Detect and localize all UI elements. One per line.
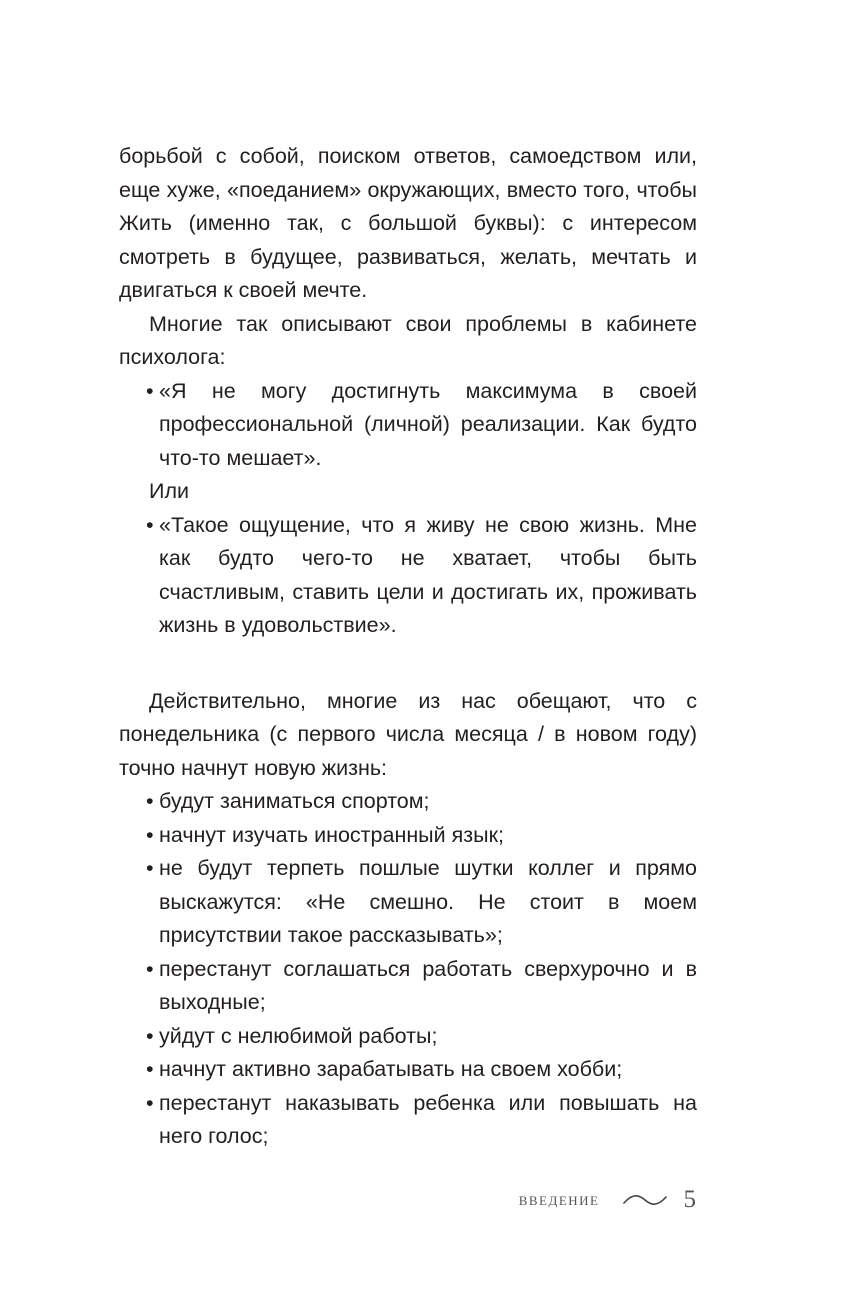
paragraph-new-life: Действительно, многие из нас обещают, что с понедельника (с первого числа месяца / в новом году) точно начнут новую жизнь: (119, 688, 697, 780)
bullet-icon: • (146, 378, 154, 403)
list-item (119, 785, 697, 819)
paragraph-psychologist: Многие так описывают свои проблемы в кабинете психолога: (119, 311, 697, 369)
quote-list-2 (119, 509, 697, 643)
bullet-icon: • (146, 1023, 154, 1048)
list-item-text: перестанут соглашаться работать сверхурочно и в выходные; (159, 956, 697, 1014)
section-spacer (119, 643, 697, 685)
list-item (119, 1020, 697, 1054)
list-item-text: начнут изучать иностранный язык; (159, 822, 504, 847)
list-item (119, 1053, 697, 1087)
bullet-icon: • (146, 856, 154, 880)
running-section-title: введение (518, 1189, 600, 1210)
bullet-icon: • (146, 789, 154, 813)
list-item (119, 953, 697, 1020)
list-item-text: не будут терпеть пошлые шутки коллег и прямо выскажутся: «Не смешно. Не стоит в моем присутствии такое рассказывать»; (159, 856, 697, 947)
bullet-icon: • (146, 822, 154, 847)
bullet-icon: • (146, 1090, 154, 1115)
page-number: 5 (683, 1186, 696, 1213)
page-body (119, 140, 697, 1154)
list-item-text: уйдут с нелюбимой работы; (159, 1023, 438, 1048)
bullet-icon: • (146, 1057, 154, 1081)
quote-text: «Такое ощущение, что я живу не свою жизнь. Мне как будто чего-то не хватает, чтобы быть счастливым, ставить цели и достигать их, проживать жизнь в удовольствие». (159, 512, 697, 637)
list-item-text: начнут активно зарабатывать на своем хобби; (159, 1057, 623, 1081)
promise-list (119, 785, 697, 1154)
tilde-ornament-icon (622, 1193, 668, 1207)
quote-item (119, 509, 697, 643)
list-item (119, 819, 697, 853)
list-item-text: перестанут наказывать ребенка или повышать на него голос; (159, 1090, 697, 1148)
bullet-icon: • (146, 512, 154, 537)
or-label: Или (149, 479, 190, 503)
bullet-icon: • (146, 956, 154, 981)
running-footer (488, 1180, 696, 1220)
list-item-text: будут заниматься спортом; (159, 789, 430, 813)
quote-item (119, 375, 697, 476)
list-item (119, 852, 697, 953)
list-item (119, 1087, 697, 1154)
quote-list-1 (119, 375, 697, 476)
paragraph-struggle: борьбой с собой, поиском ответов, самоедством или, еще хуже, «поеданием» окружающих, вместо того, чтобы Жить (именно так, с большой буквы): с интересом смотреть в будущее, развиваться, желать, мечтать и двигаться к своей мечте. (119, 144, 697, 302)
quote-text: «Я не могу достигнуть максимума в своей профессиональной (личной) реализации. Как будто что-то мешает». (159, 378, 697, 470)
